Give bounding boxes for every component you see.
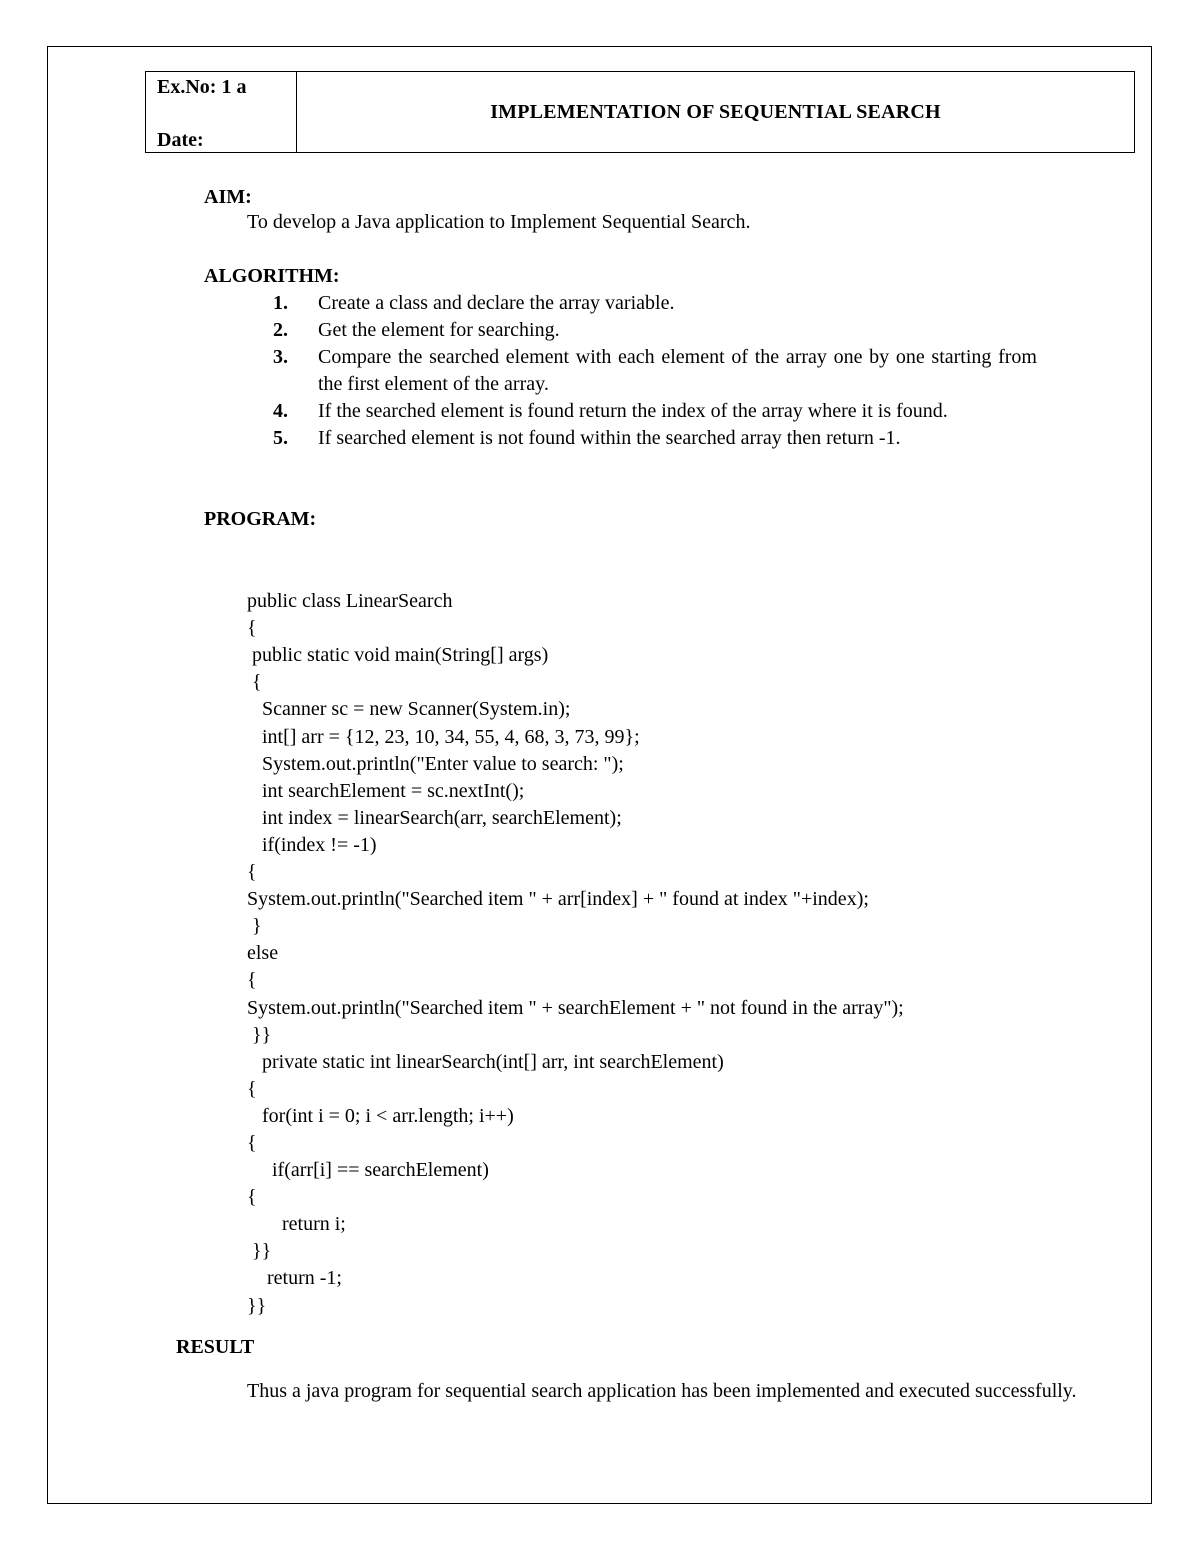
code-line: System.out.println("Enter value to search: "); xyxy=(247,752,624,775)
program-code xyxy=(247,561,904,1347)
result-text: Thus a java program for sequential search application has been implemented and executed successfully. xyxy=(247,1380,1077,1402)
step-number: 4. xyxy=(273,400,288,422)
date-label: Date: xyxy=(157,129,204,151)
code-line: { xyxy=(247,1131,257,1154)
algorithm-heading: ALGORITHM: xyxy=(204,265,340,287)
code-line: return i; xyxy=(247,1213,346,1236)
code-line: int searchElement = sc.nextInt(); xyxy=(247,779,525,802)
code-line: { xyxy=(247,1186,257,1209)
code-line: else xyxy=(247,942,279,965)
step-number: 3. xyxy=(273,346,288,368)
exercise-number: Ex.No: 1 a xyxy=(157,76,247,98)
code-line: private static int linearSearch(int[] arr, int searchElement) xyxy=(247,1050,724,1073)
code-line: { xyxy=(247,1077,257,1100)
code-line: System.out.println("Searched item " + searchElement + " not found in the array"); xyxy=(247,996,904,1019)
result-heading: RESULT xyxy=(176,1336,255,1358)
step-number: 1. xyxy=(273,292,288,314)
header-table xyxy=(145,71,1135,153)
code-line: }} xyxy=(247,1240,272,1263)
step-number: 2. xyxy=(273,319,288,341)
code-line: { xyxy=(247,969,257,992)
algorithm-step xyxy=(273,398,1037,425)
code-line: return -1; xyxy=(247,1267,342,1290)
step-number: 5. xyxy=(273,427,288,449)
step-text: Get the element for searching. xyxy=(318,319,560,341)
code-line: public static void main(String[] args) xyxy=(247,644,549,667)
step-text: Create a class and declare the array variable. xyxy=(318,292,675,314)
header-left-cell xyxy=(146,72,297,152)
program-heading: PROGRAM: xyxy=(204,508,317,530)
code-line: int[] arr = {12, 23, 10, 34, 55, 4, 68, 3, 73, 99}; xyxy=(247,725,640,748)
code-line: Scanner sc = new Scanner(System.in); xyxy=(247,698,571,721)
code-line: { xyxy=(247,671,262,694)
step-text: If the searched element is found return the index of the array where it is found. xyxy=(318,400,948,422)
algorithm-step xyxy=(273,425,1037,452)
code-line: if(arr[i] == searchElement) xyxy=(247,1159,489,1182)
code-line: public class LinearSearch xyxy=(247,590,453,613)
step-text: If searched element is not found within the searched array then return -1. xyxy=(318,427,901,449)
code-line: { xyxy=(247,617,257,640)
code-line: for(int i = 0; i < arr.length; i++) xyxy=(247,1104,514,1127)
aim-heading: AIM: xyxy=(204,186,252,208)
code-line: int index = linearSearch(arr, searchElement); xyxy=(247,806,622,829)
step-text: Compare the searched element with each element of the array one by one starting from the first element of the array. xyxy=(318,346,1037,395)
code-line: System.out.println("Searched item " + arr[index] + " found at index "+index); xyxy=(247,888,869,911)
document-title: IMPLEMENTATION OF SEQUENTIAL SEARCH xyxy=(490,100,941,123)
algorithm-step xyxy=(273,317,1037,344)
algorithm-step xyxy=(273,344,1037,398)
code-line: if(index != -1) xyxy=(247,833,377,856)
code-line: { xyxy=(247,861,257,884)
aim-text: To develop a Java application to Implement Sequential Search. xyxy=(247,211,751,233)
code-line: }} xyxy=(247,1023,272,1046)
code-line: } xyxy=(247,915,262,938)
code-line: }} xyxy=(247,1294,267,1317)
algorithm-step xyxy=(273,290,1037,317)
algorithm-steps xyxy=(273,290,1037,452)
